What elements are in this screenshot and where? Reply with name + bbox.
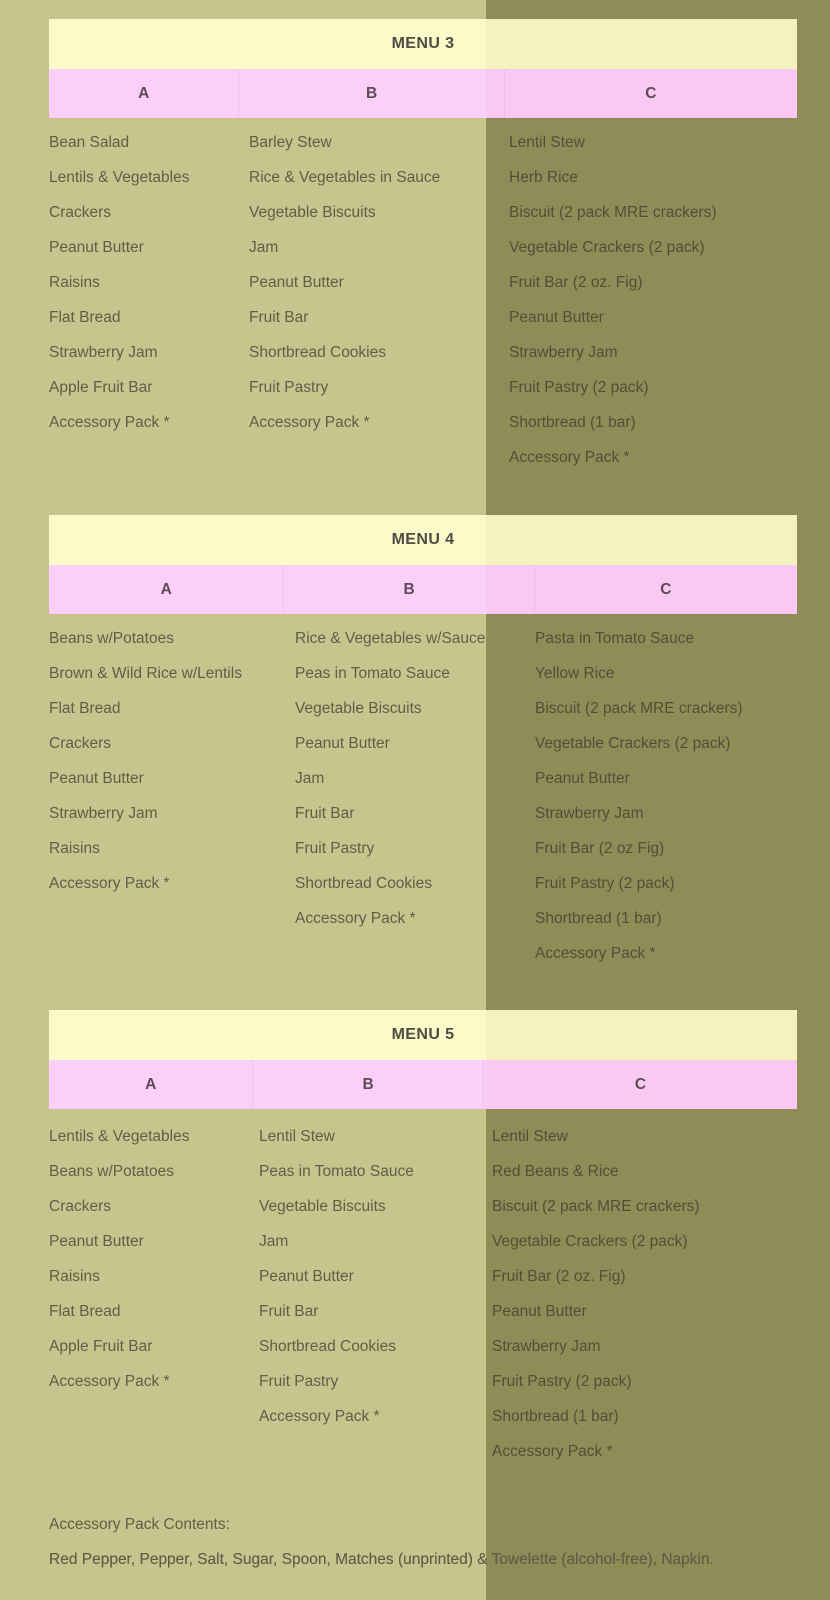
menu-item: Crackers — [49, 1198, 112, 1215]
menu-item: Peas in Tomato Sauce — [295, 665, 450, 682]
menu-item: Peanut Butter — [535, 770, 630, 787]
menu-item: Jam — [295, 770, 325, 787]
menu-5-column-c-items — [492, 1119, 700, 1469]
menu-3-column-header-b: B — [238, 69, 503, 118]
menu-item: Vegetable Biscuits — [259, 1198, 386, 1215]
menu-item: Peanut Butter — [259, 1268, 354, 1285]
menu-item: Biscuit (2 pack MRE crackers) — [492, 1198, 700, 1215]
menu-item: Fruit Bar (2 oz Fig) — [535, 840, 665, 857]
menu-item: Vegetable Crackers (2 pack) — [509, 239, 705, 256]
menu-item: Fruit Bar — [249, 309, 309, 326]
menu-item: Shortbread Cookies — [295, 875, 432, 892]
menu-4-title: MENU 4 — [391, 531, 455, 548]
menu-5-column-b-items — [259, 1119, 414, 1434]
menu-item: Lentil Stew — [492, 1128, 568, 1145]
menu-3-column-header-a: A — [138, 84, 150, 102]
menu-4-column-a-items — [49, 621, 242, 901]
menu-item: Accessory Pack * — [49, 1373, 170, 1390]
menu-item: Fruit Bar (2 oz. Fig) — [509, 274, 643, 291]
menu-3-column-c-items — [509, 125, 717, 475]
menu-5-title-bar — [49, 1010, 797, 1060]
menu-item: Accessory Pack * — [49, 414, 170, 431]
menu-item: Shortbread (1 bar) — [535, 910, 662, 927]
menu-item: Lentils & Vegetables — [49, 1128, 190, 1145]
menu-item: Fruit Pastry (2 pack) — [492, 1373, 632, 1390]
menu-5-table — [49, 1010, 797, 1460]
menu-item: Flat Bread — [49, 309, 121, 326]
menu-item: Vegetable Crackers (2 pack) — [492, 1233, 688, 1250]
menu-item: Shortbread (1 bar) — [509, 414, 636, 431]
menu-item: Apple Fruit Bar — [49, 1338, 153, 1355]
menu-item: Vegetable Crackers (2 pack) — [535, 735, 731, 752]
menu-4-column-header-row — [49, 565, 797, 614]
menu-item: Peas in Tomato Sauce — [259, 1163, 414, 1180]
menu-item: Crackers — [49, 735, 112, 752]
menu-4-title-bar — [49, 515, 797, 565]
menu-item: Strawberry Jam — [535, 805, 644, 822]
menu-item: Fruit Bar — [295, 805, 355, 822]
menu-5-title: MENU 5 — [391, 1026, 455, 1043]
menu-item: Accessory Pack * — [535, 945, 656, 962]
menu-3-table — [49, 19, 797, 466]
menu-item: Fruit Pastry — [249, 379, 329, 396]
menu-item: Strawberry Jam — [492, 1338, 601, 1355]
menu-5-column-header-row — [49, 1060, 797, 1109]
menu-item: Brown & Wild Rice w/Lentils — [49, 665, 242, 682]
menu-4-column-header-b: B — [283, 565, 533, 614]
menu-item: Peanut Butter — [509, 309, 604, 326]
menu-item: Vegetable Biscuits — [249, 204, 376, 221]
menu-item: Vegetable Biscuits — [295, 700, 422, 717]
menu-item: Accessory Pack * — [295, 910, 416, 927]
menu-item: Fruit Pastry (2 pack) — [509, 379, 649, 396]
menu-item: Lentils & Vegetables — [49, 169, 190, 186]
menu-4-table — [49, 515, 797, 962]
menu-item: Accessory Pack * — [249, 414, 370, 431]
menu-3-column-b-items — [249, 125, 440, 440]
menu-item: Accessory Pack * — [259, 1408, 380, 1425]
menu-item: Peanut Butter — [49, 239, 144, 256]
menu-item: Raisins — [49, 840, 100, 857]
menu-4-column-header-a: A — [160, 580, 172, 598]
menu-item: Raisins — [49, 1268, 100, 1285]
menu-item: Peanut Butter — [49, 770, 144, 787]
menu-item: Biscuit (2 pack MRE crackers) — [535, 700, 743, 717]
menu-item: Shortbread (1 bar) — [492, 1408, 619, 1425]
menu-item: Lentil Stew — [509, 134, 585, 151]
menu-item: Beans w/Potatoes — [49, 1163, 174, 1180]
menu-item: Peanut Butter — [295, 735, 390, 752]
menu-item: Rice & Vegetables in Sauce — [249, 169, 441, 186]
menu-item: Accessory Pack * — [49, 875, 170, 892]
menu-item: Accessory Pack * — [509, 449, 630, 466]
menu-4-column-b-items — [295, 621, 485, 936]
menu-item: Fruit Pastry (2 pack) — [535, 875, 675, 892]
menu-item: Herb Rice — [509, 169, 578, 186]
menu-item: Biscuit (2 pack MRE crackers) — [509, 204, 717, 221]
menu-item: Strawberry Jam — [49, 344, 158, 361]
menu-item: Fruit Bar — [259, 1303, 319, 1320]
menu-item: Bean Salad — [49, 134, 130, 151]
menu-3-column-header-c: C — [504, 69, 797, 118]
menu-item: Jam — [249, 239, 279, 256]
menu-3-title: MENU 3 — [391, 35, 455, 52]
accessory-pack-contents: Red Pepper, Pepper, Salt, Sugar, Spoon, Matches (unprinted) & Towelette (alcohol-free), Napkin. — [49, 1542, 714, 1577]
menu-item: Red Beans & Rice — [492, 1163, 619, 1180]
menu-5-column-header-c: C — [483, 1060, 797, 1109]
menu-item: Barley Stew — [249, 134, 332, 151]
menu-item: Pasta in Tomato Sauce — [535, 630, 695, 647]
menu-item: Fruit Pastry — [259, 1373, 339, 1390]
menu-item: Flat Bread — [49, 700, 121, 717]
menu-3-column-a-items — [49, 125, 189, 440]
menu-3-title-bar — [49, 19, 797, 69]
menu-item: Strawberry Jam — [49, 805, 158, 822]
menu-item: Lentil Stew — [259, 1128, 335, 1145]
menu-item: Peanut Butter — [492, 1303, 587, 1320]
menu-item: Apple Fruit Bar — [49, 379, 153, 396]
menu-item: Accessory Pack * — [492, 1443, 613, 1460]
accessory-pack-heading: Accessory Pack Contents: — [49, 1516, 230, 1533]
accessory-pack-note — [49, 1507, 714, 1577]
menu-item: Peanut Butter — [249, 274, 344, 291]
menu-5-column-header-a: A — [145, 1075, 157, 1093]
menu-item: Fruit Bar (2 oz. Fig) — [492, 1268, 626, 1285]
menu-item: Shortbread Cookies — [259, 1338, 396, 1355]
menu-item: Fruit Pastry — [295, 840, 375, 857]
menu-item: Yellow Rice — [535, 665, 615, 682]
menu-item: Beans w/Potatoes — [49, 630, 174, 647]
menu-4-column-c-items — [535, 621, 743, 971]
menu-item: Shortbread Cookies — [249, 344, 386, 361]
menu-item: Raisins — [49, 274, 100, 291]
menu-item: Crackers — [49, 204, 112, 221]
menu-3-column-header-row — [49, 69, 797, 118]
menu-item: Peanut Butter — [49, 1233, 144, 1250]
menu-5-column-a-items — [49, 1119, 189, 1399]
menu-item: Strawberry Jam — [509, 344, 618, 361]
menu-5-column-header-b: B — [252, 1060, 482, 1109]
menu-item: Jam — [259, 1233, 289, 1250]
menu-item: Rice & Vegetables w/Sauce — [295, 621, 485, 656]
menu-item: Flat Bread — [49, 1303, 121, 1320]
menu-4-column-header-c: C — [534, 565, 797, 614]
